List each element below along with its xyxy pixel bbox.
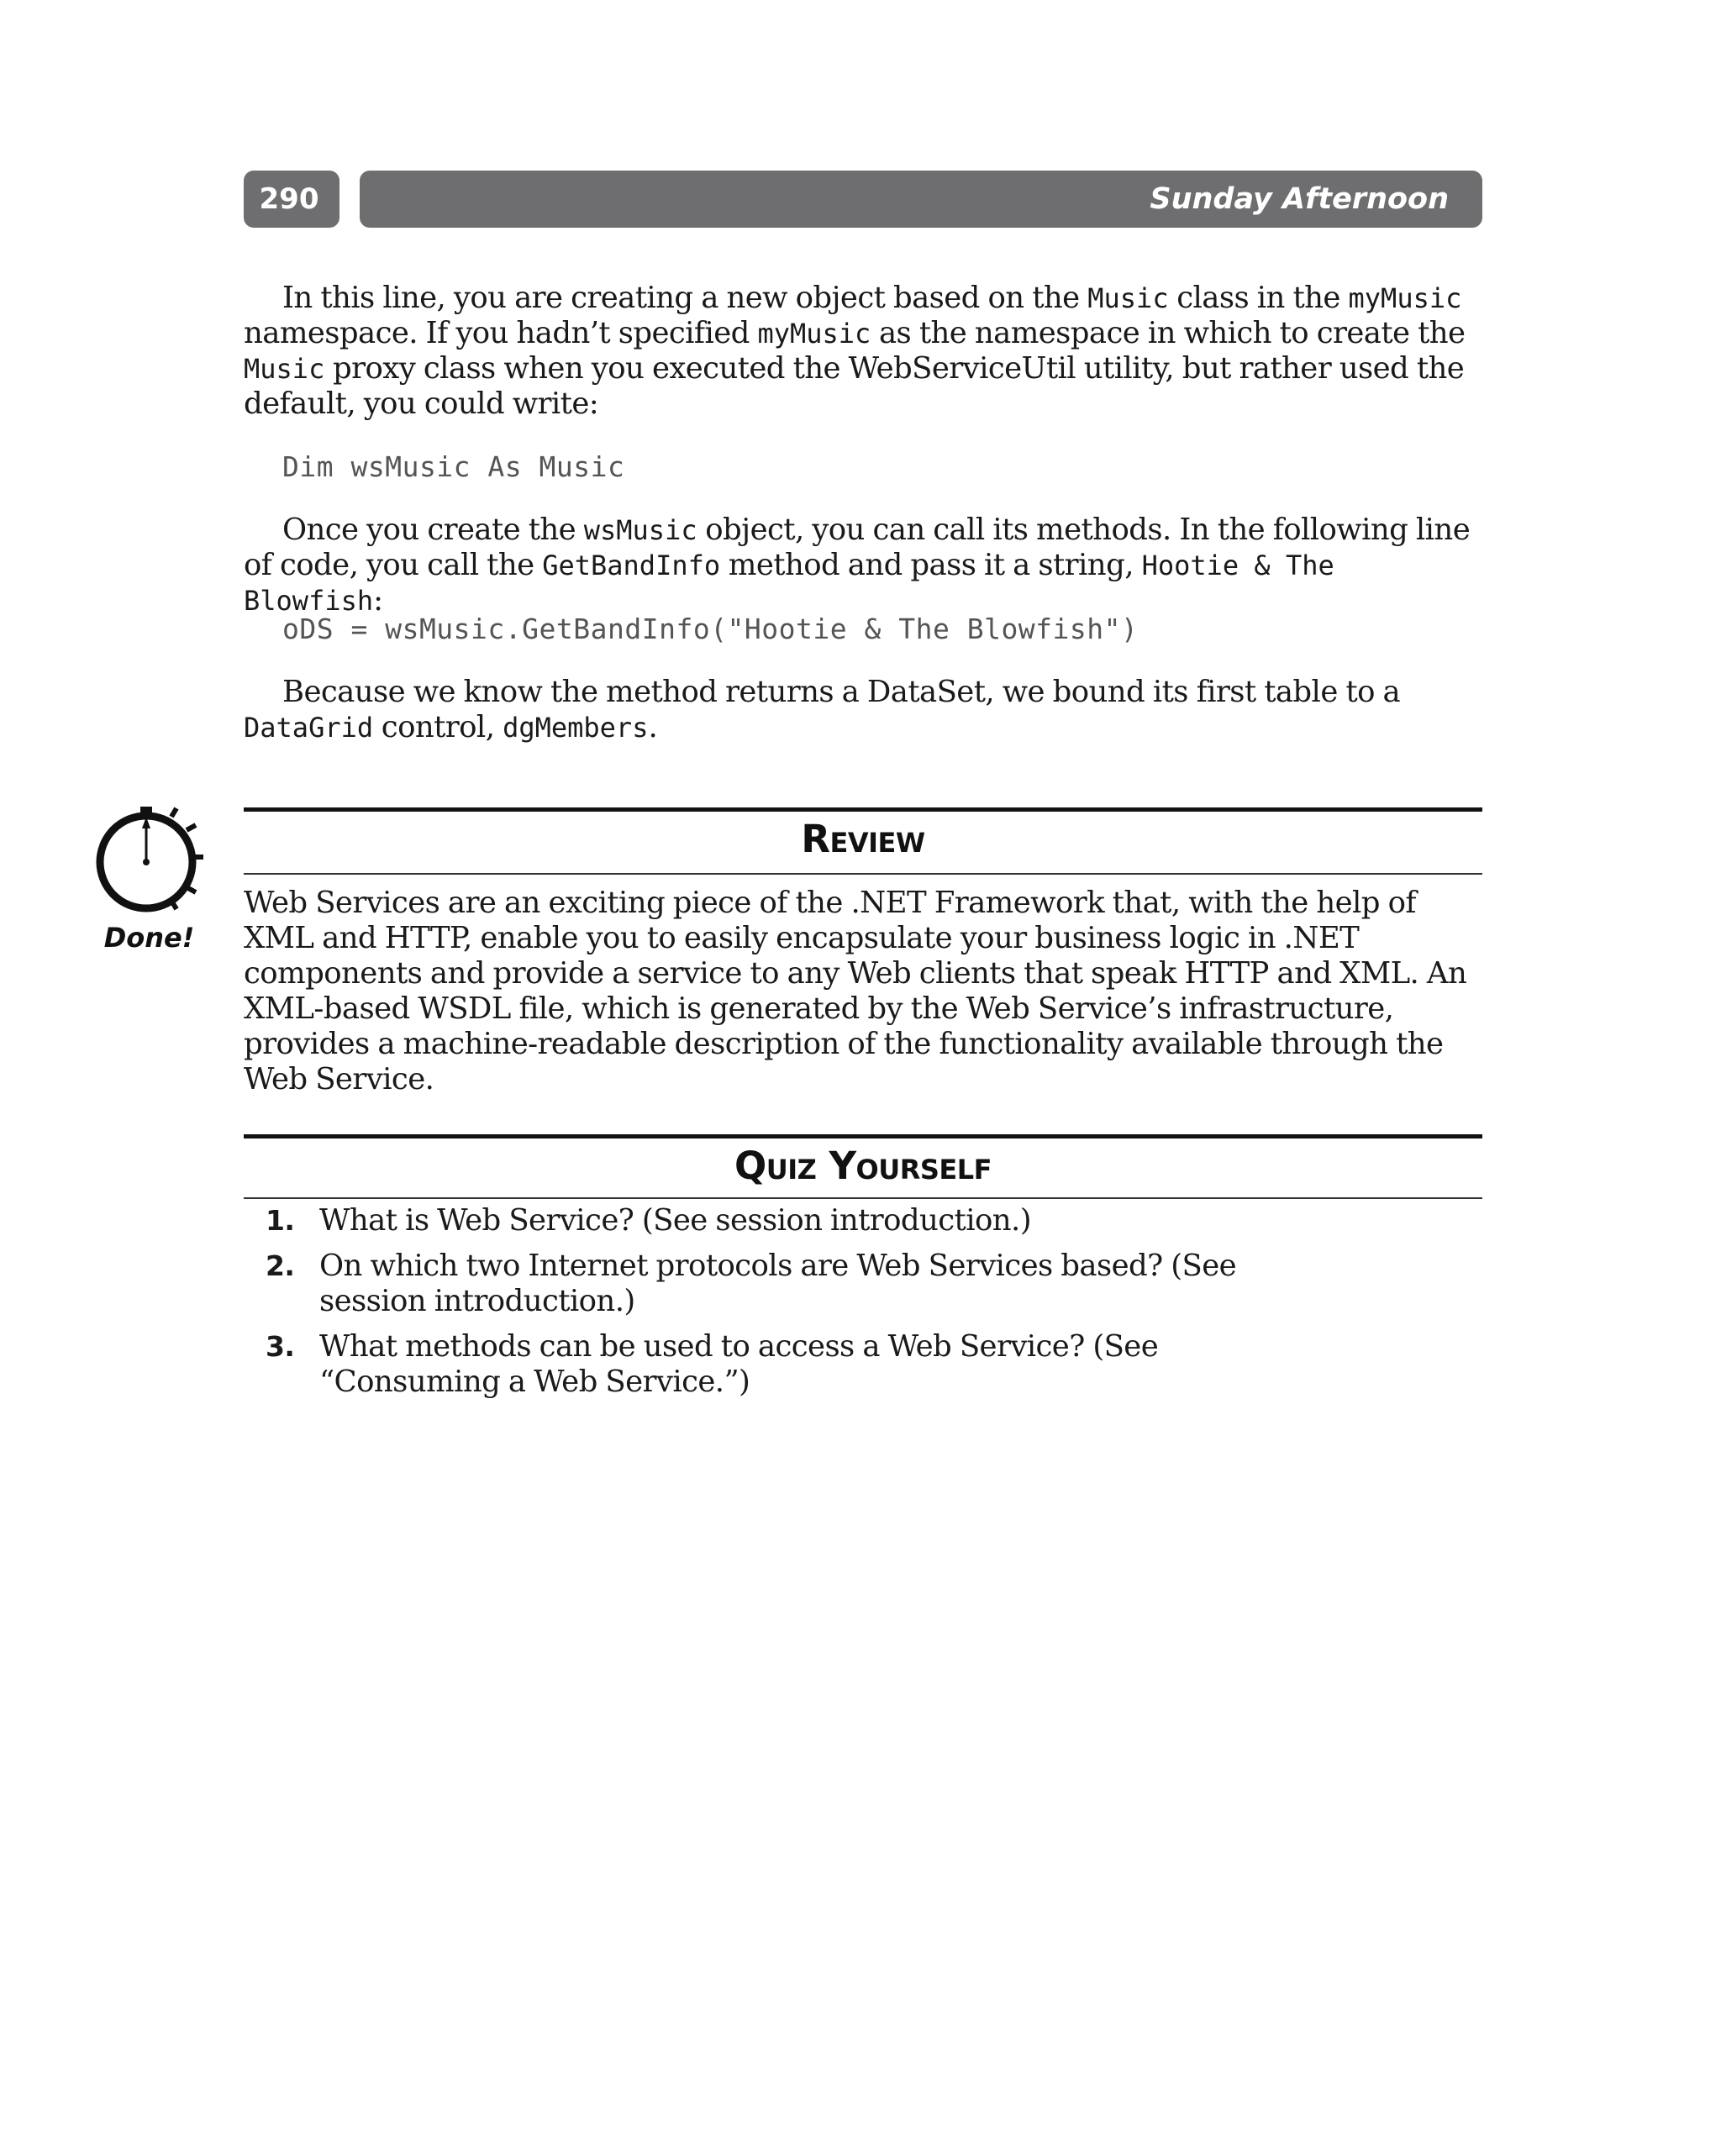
quiz-top-rule xyxy=(244,1134,1482,1138)
p2-code-1: wsMusic xyxy=(583,514,697,546)
page-number: 290 xyxy=(244,171,339,228)
review-top-rule xyxy=(244,807,1482,812)
paragraph-3 xyxy=(244,675,1482,745)
p2-text-4: : xyxy=(373,583,383,618)
p1-text-5: proxy class when you executed the WebServiceUtil utility, but rather used the default, you could write: xyxy=(244,351,1465,421)
quiz-item-number: 2. xyxy=(266,1249,295,1282)
quiz-heading: Quiz Yourself xyxy=(734,1144,992,1188)
paragraph-1 xyxy=(244,281,1482,422)
code-block-2: oDS = wsMusic.GetBandInfo("Hootie & The Blowfish") xyxy=(282,613,1139,645)
p3-text-3: . xyxy=(648,710,658,744)
quiz-item-text: What is Web Service? (See session introduction.) xyxy=(319,1203,1031,1238)
quiz-bottom-rule xyxy=(244,1197,1482,1199)
p3-code-1: DataGrid xyxy=(244,712,374,744)
p1-text-3: namespace. If you hadn’t specified xyxy=(244,316,758,350)
quiz-item-text: What methods can be used to access a Web Service? (See “Consuming a Web Service.”) xyxy=(319,1329,1159,1399)
quiz-item-text: On which two Internet protocols are Web Services based? (See session introduction.) xyxy=(319,1249,1237,1318)
review-text: Web Services are an exciting piece of the .NET Framework that, with the help of XML and HTTP, enable you to easily encapsulate your business logic in .NET components and provide a service to any Web clients that speak HTTP and XML. An XML-based WSDL file, which is generated by the Web Service’s infrastructure, provides a machine-readable description of the functionality available through the Web Service. xyxy=(244,886,1467,1096)
p2-text-3: method and pass it a string, xyxy=(720,548,1142,582)
code-block-1: Dim wsMusic As Music xyxy=(282,450,625,483)
clock-icon xyxy=(94,805,208,918)
review-bottom-rule xyxy=(244,873,1482,875)
p1-code-4: Music xyxy=(244,353,325,385)
review-heading: Review xyxy=(801,817,925,861)
p1-text-4: as the namespace in which to create the xyxy=(871,316,1466,350)
done-label: Done! xyxy=(103,922,195,954)
quiz-item-number: 3. xyxy=(266,1330,295,1363)
p3-text-2: control, xyxy=(373,710,503,744)
p1-code-1: Music xyxy=(1087,282,1169,314)
quiz-item-number: 1. xyxy=(266,1204,295,1237)
p1-code-2: myMusic xyxy=(1348,282,1462,314)
quiz-list xyxy=(244,1203,1482,1410)
p1-text-2: class in the xyxy=(1168,281,1349,315)
quiz-item xyxy=(244,1203,1482,1238)
quiz-item xyxy=(244,1249,1482,1319)
quiz-item xyxy=(244,1329,1482,1400)
p1-code-3: myMusic xyxy=(757,318,871,350)
paragraph-2 xyxy=(244,513,1482,618)
p3-text-1: Because we know the method returns a DataSet, we bound its first table to a xyxy=(282,675,1401,709)
running-header: Sunday Afternoon xyxy=(360,171,1482,228)
p2-text-2: object, you can call its methods. In the following line of code, you call the xyxy=(244,513,1471,582)
p1-text-1: In this line, you are creating a new object based on the xyxy=(282,281,1088,315)
p2-code-3: Hootie & The Blowfish xyxy=(244,550,1334,617)
p3-code-2: dgMembers xyxy=(503,712,649,744)
p2-text-1: Once you create the xyxy=(282,513,584,547)
p2-code-2: GetBandInfo xyxy=(542,550,721,581)
